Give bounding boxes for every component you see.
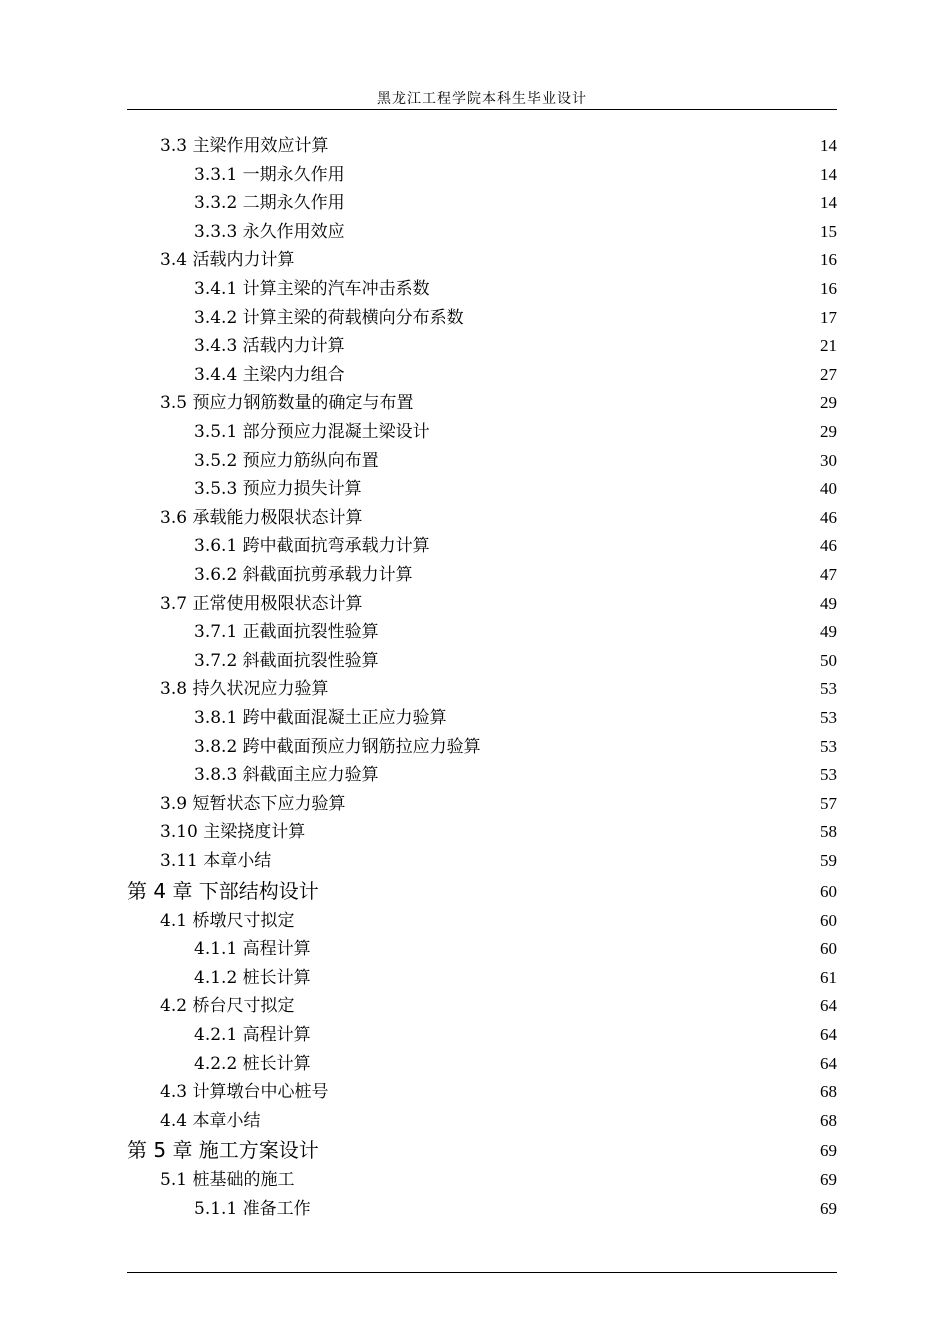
toc-entry-title: 4.1 桥墩尺寸拟定 bbox=[160, 910, 295, 931]
page-header-title: 黑龙江工程学院本科生毕业设计 bbox=[377, 91, 587, 107]
toc-page-number: 69 bbox=[820, 1141, 837, 1161]
toc-entry-title: 4.1.2 桩长计算 bbox=[194, 967, 311, 988]
toc-page-number: 60 bbox=[820, 939, 837, 959]
toc-page-number: 53 bbox=[820, 765, 837, 785]
toc-page-number: 53 bbox=[820, 708, 837, 727]
toc-chapter-title: 第 5 章 施工方案设计 bbox=[127, 1138, 319, 1163]
toc-entry-title: 3.7.1 正截面抗裂性验算 bbox=[194, 622, 379, 643]
toc-page-number: 30 bbox=[820, 450, 837, 470]
toc-entry-title: 3.3.3 永久作用效应 bbox=[194, 221, 345, 242]
toc-page-number: 50 bbox=[820, 650, 837, 670]
toc-entry-title: 3.6 承载能力极限状态计算 bbox=[160, 507, 363, 528]
toc-entry-title: 3.8.2 跨中截面预应力钢筋拉应力验算 bbox=[194, 736, 481, 757]
toc-entry-title: 4.1.1 高程计算 bbox=[194, 939, 311, 960]
toc-entry-title: 4.3 计算墩台中心桩号 bbox=[160, 1082, 329, 1103]
toc-page-number: 69 bbox=[820, 1199, 837, 1218]
toc-chapter-title: 第 4 章 下部结构设计 bbox=[127, 878, 319, 903]
toc-page-number: 60 bbox=[820, 910, 837, 930]
toc-page-number: 17 bbox=[820, 307, 837, 327]
toc-entry-title: 3.7.2 斜截面抗裂性验算 bbox=[194, 650, 379, 671]
toc-page-number: 16 bbox=[820, 250, 837, 270]
toc-page-number: 15 bbox=[820, 221, 837, 241]
toc-page-number: 69 bbox=[820, 1170, 837, 1190]
toc-page-number: 68 bbox=[820, 1110, 837, 1130]
toc-entry-title: 3.4.4 主梁内力组合 bbox=[194, 364, 345, 385]
toc-page-number: 49 bbox=[820, 622, 837, 642]
toc-entry-title: 3.5.3 预应力损失计算 bbox=[194, 479, 362, 500]
toc-page-number: 27 bbox=[820, 364, 837, 384]
toc-entry-title: 5.1.1 准备工作 bbox=[194, 1199, 311, 1219]
toc-entry-title: 3.9 短暂状态下应力验算 bbox=[160, 793, 346, 814]
toc-page-number: 57 bbox=[820, 793, 837, 813]
toc-page-number: 29 bbox=[820, 393, 837, 413]
toc-page-number: 46 bbox=[820, 507, 837, 527]
toc-entry-title: 3.3 主梁作用效应计算 bbox=[160, 136, 329, 156]
footer-divider bbox=[127, 1272, 837, 1273]
toc-entry-title: 3.4 活载内力计算 bbox=[160, 250, 295, 271]
toc-page-number: 14 bbox=[820, 193, 837, 213]
toc-page-number: 40 bbox=[820, 479, 837, 499]
toc-page-number: 60 bbox=[820, 881, 837, 901]
toc-entry-title: 4.2.2 桩长计算 bbox=[194, 1053, 311, 1074]
toc-entry-title: 3.10 主梁挠度计算 bbox=[160, 822, 306, 843]
toc-entry-title: 3.8.1 跨中截面混凝土正应力验算 bbox=[194, 708, 447, 728]
toc-entry-title: 3.8.3 斜截面主应力验算 bbox=[194, 765, 379, 786]
toc-entry-title: 4.2 桥台尺寸拟定 bbox=[160, 996, 295, 1017]
toc-page-number: 49 bbox=[820, 593, 837, 613]
toc-entry-title: 3.3.1 一期永久作用 bbox=[194, 164, 345, 185]
toc-entry-title: 3.5 预应力钢筋数量的确定与布置 bbox=[160, 393, 414, 414]
toc-page-number: 64 bbox=[820, 996, 837, 1016]
toc-page-number: 61 bbox=[820, 967, 837, 987]
header-divider bbox=[127, 109, 837, 110]
toc-entry-title: 3.8 持久状况应力验算 bbox=[160, 679, 329, 700]
toc-page-number: 47 bbox=[820, 565, 837, 584]
toc-page-number: 46 bbox=[820, 536, 837, 556]
toc-entry-title: 3.3.2 二期永久作用 bbox=[194, 193, 345, 214]
toc-page-number: 21 bbox=[820, 336, 837, 356]
toc-page-number: 53 bbox=[820, 679, 837, 699]
toc-entry-title: 3.4.1 计算主梁的汽车冲击系数 bbox=[194, 279, 430, 299]
toc-entry-title: 3.6.2 斜截面抗剪承载力计算 bbox=[194, 565, 413, 585]
toc-entry-title: 3.7 正常使用极限状态计算 bbox=[160, 593, 363, 614]
toc-page-number: 29 bbox=[820, 422, 837, 441]
toc-page-number: 68 bbox=[820, 1082, 837, 1102]
toc-page-number: 64 bbox=[820, 1053, 837, 1073]
toc-entry-title: 3.4.3 活载内力计算 bbox=[194, 336, 345, 357]
toc-entry-title: 3.11 本章小结 bbox=[160, 851, 272, 871]
toc-entry-title: 4.4 本章小结 bbox=[160, 1110, 261, 1131]
toc-page-number: 64 bbox=[820, 1025, 837, 1044]
toc-page-number: 16 bbox=[820, 279, 837, 298]
toc-entry-title: 3.6.1 跨中截面抗弯承载力计算 bbox=[194, 536, 430, 557]
toc-entry-title: 3.5.2 预应力筋纵向布置 bbox=[194, 450, 379, 471]
toc-entry-title: 4.2.1 高程计算 bbox=[194, 1025, 311, 1045]
toc-page-number: 14 bbox=[820, 136, 837, 155]
toc-page-number: 59 bbox=[820, 851, 837, 870]
toc-entry-title: 5.1 桩基础的施工 bbox=[160, 1170, 295, 1191]
toc-page-number: 14 bbox=[820, 164, 837, 184]
toc-entry-title: 3.5.1 部分预应力混凝土梁设计 bbox=[194, 422, 430, 442]
toc-page-number: 58 bbox=[820, 822, 837, 842]
toc-entry-title: 3.4.2 计算主梁的荷载横向分布系数 bbox=[194, 307, 464, 328]
toc-page-number: 53 bbox=[820, 736, 837, 756]
